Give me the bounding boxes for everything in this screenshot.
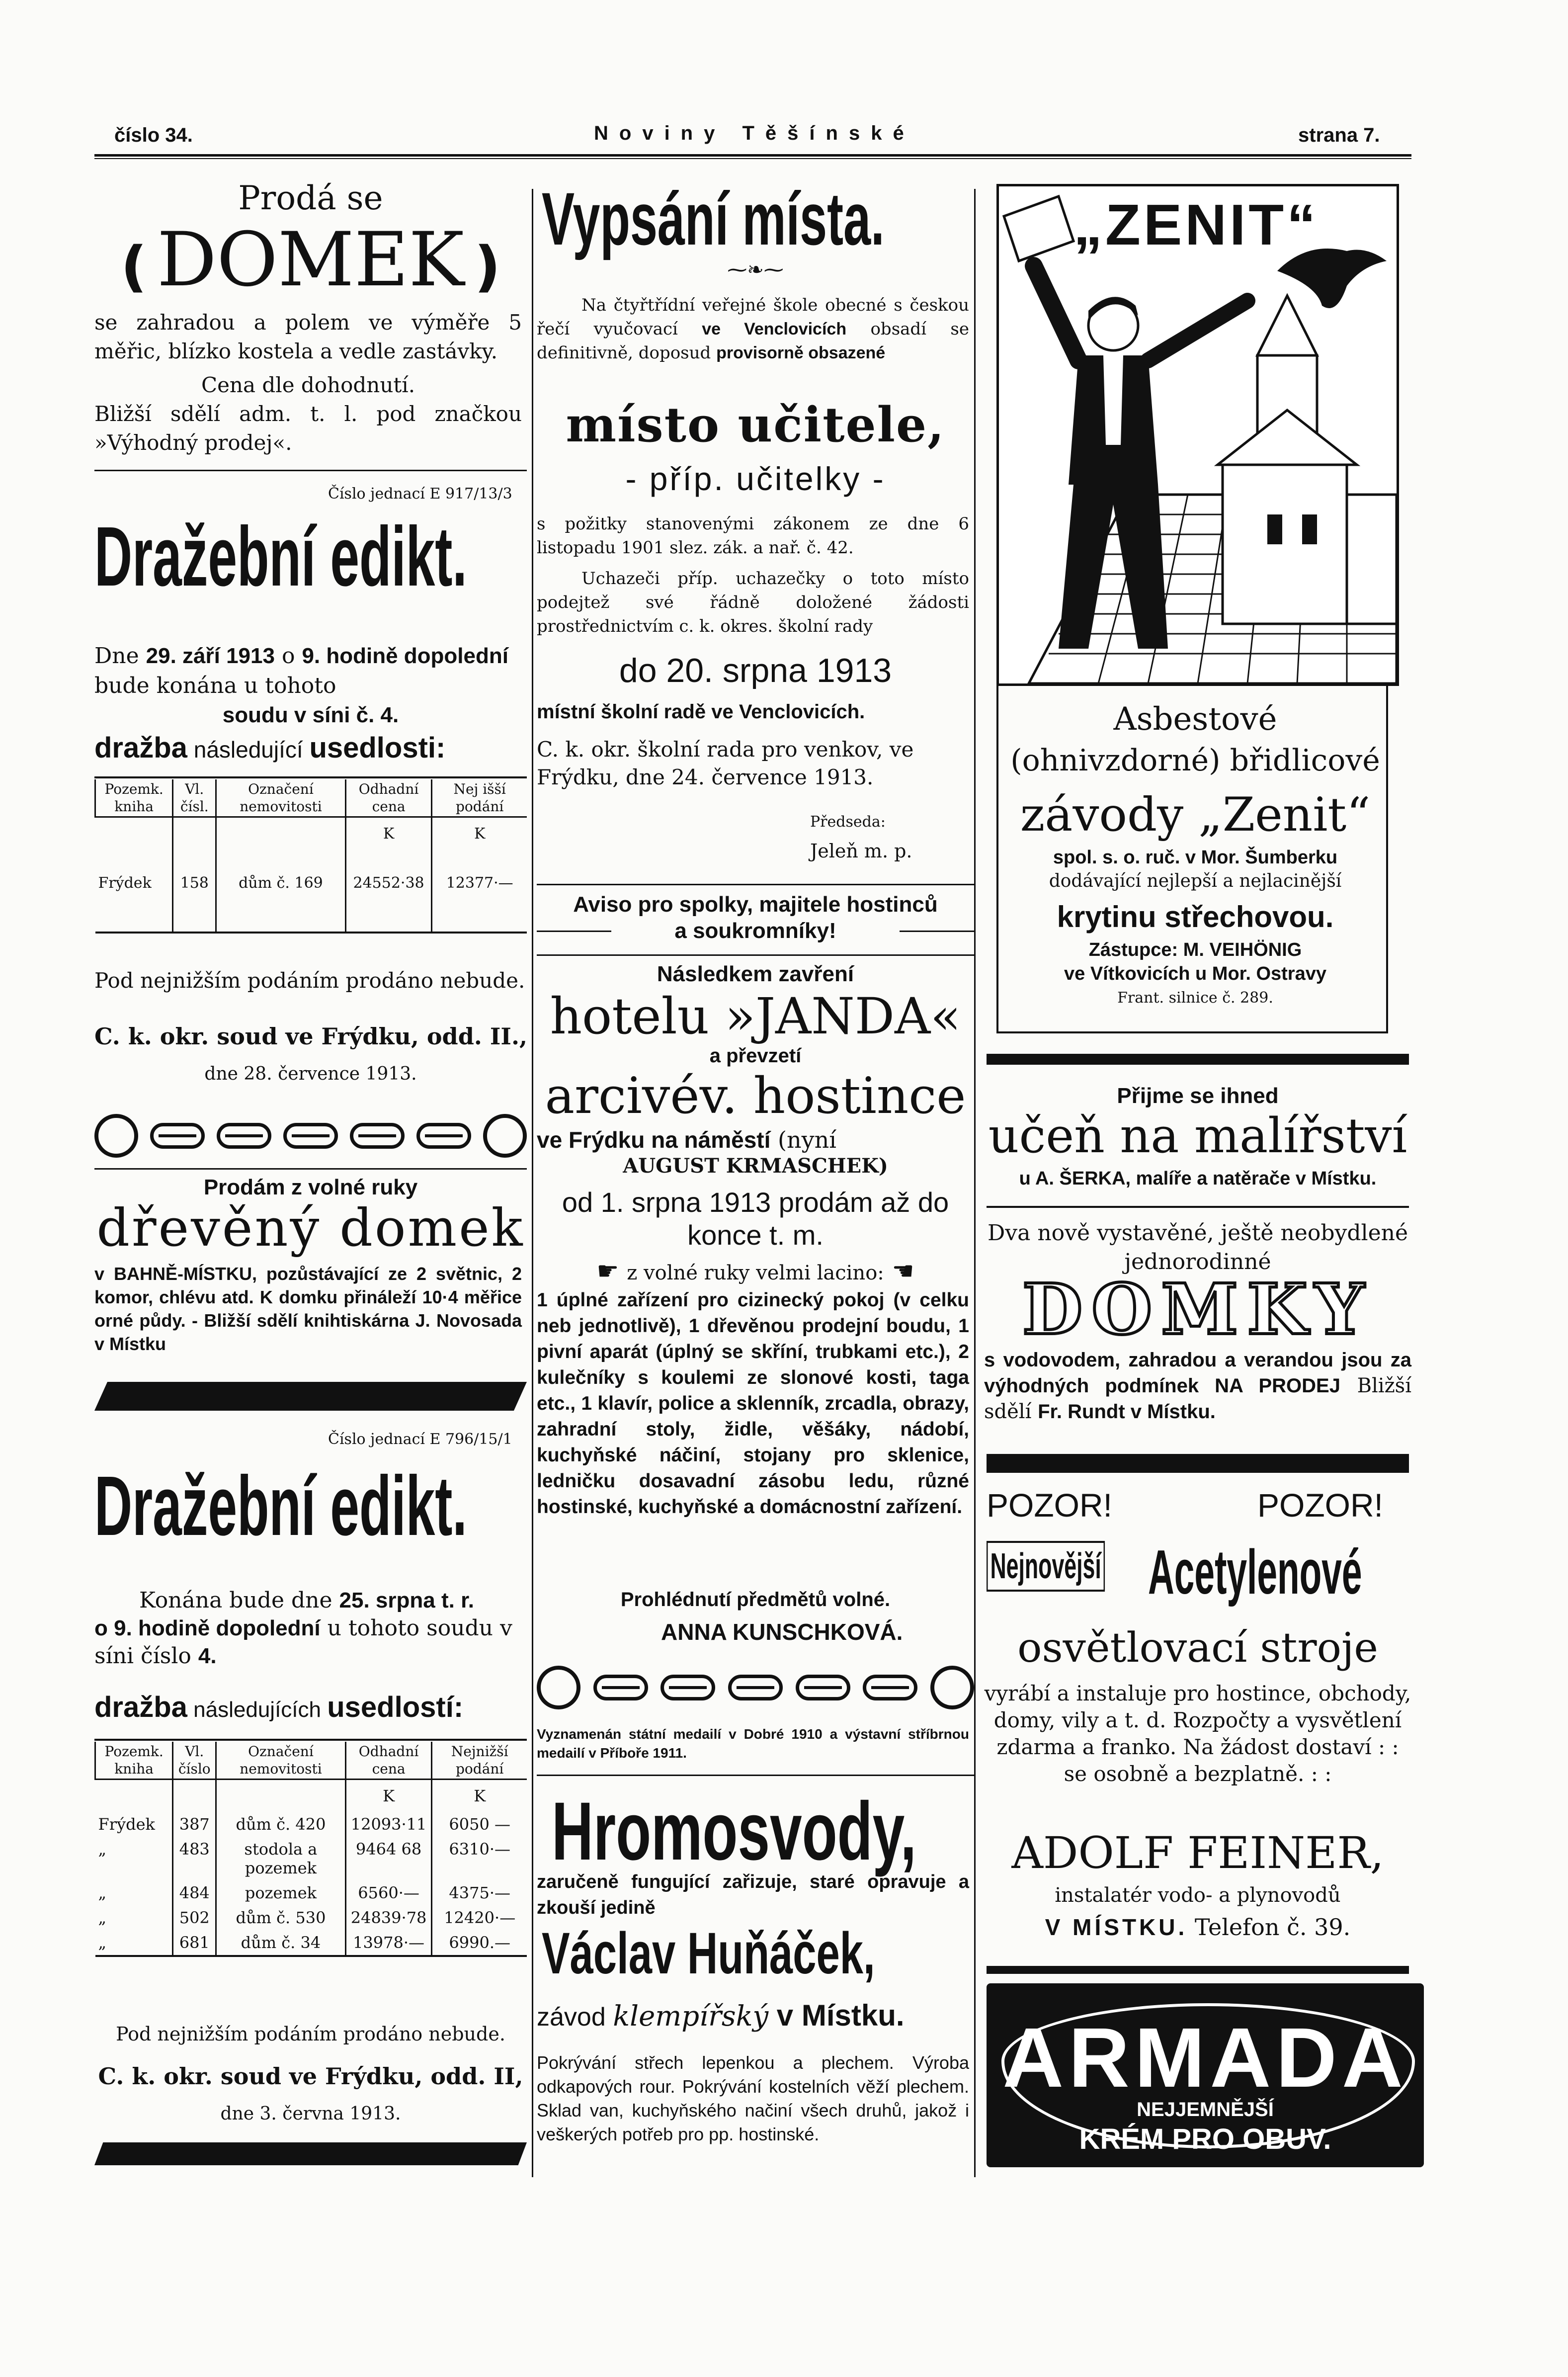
edikt1-title: Dražební edikt. — [94, 509, 467, 604]
ornament-left: ❪ — [111, 235, 157, 298]
table-unit-cell: K — [432, 1780, 527, 1812]
acetylen-role: instalatér vodo- a plynovodů — [1055, 1884, 1341, 1907]
divider — [987, 1206, 1409, 1208]
table-row — [95, 1905, 527, 1930]
table-cell: 24552·38 — [345, 849, 432, 933]
table-cell: 12420·— — [432, 1905, 527, 1930]
table-cell: 484 — [173, 1880, 216, 1905]
janda-aviso1: Aviso pro spolky, majitele hostinců — [573, 892, 938, 917]
edikt2-intro-a: Konána bude dne — [139, 1588, 339, 1613]
zenit-l4: spol. s. o. ruč. v Mor. Šumberku — [1053, 847, 1338, 868]
table-header-cell: Nej išší podání — [432, 779, 527, 817]
zenit-l6: krytinu střechovou. — [1057, 900, 1334, 934]
table-rule-top — [94, 776, 527, 778]
janda-lead: Následkem zavření — [657, 962, 854, 986]
acetylen-place: V MÍSTKU. — [1045, 1914, 1188, 1940]
domek-line1: Prodá se — [238, 179, 383, 217]
table-row — [95, 1880, 527, 1905]
table-cell: Frýdek — [98, 1815, 155, 1834]
table-cell: dům č. 34 — [216, 1930, 346, 1956]
armada-title: ARMADA — [1002, 2011, 1408, 2105]
pointing-hand-icon: ☚ — [884, 1257, 914, 1285]
table-row — [95, 1837, 527, 1880]
misto-provisional: provisorně obsazené — [716, 343, 886, 362]
misto-deadline: do 20. srpna 1913 — [619, 652, 892, 689]
newspaper-title: Noviny Těšínské — [594, 122, 915, 144]
edikt1-intro — [94, 641, 527, 701]
zenit-l5: dodávající nejlepší a nejlacinější — [1049, 871, 1342, 891]
table-cell: 6990.— — [432, 1930, 527, 1956]
table-cell: dům č. 420 — [216, 1812, 346, 1837]
ornament-link — [796, 1675, 850, 1700]
zenit-l2: (ohnivzdorné) břidlicové — [1010, 743, 1380, 778]
ornament-ring — [94, 1114, 138, 1158]
table-unit-cell — [216, 1780, 346, 1812]
black-bar — [94, 2142, 527, 2165]
divider — [537, 954, 974, 956]
edikt1-intro-a: Dne — [94, 643, 146, 669]
edikt1-heading-b: následující — [187, 737, 310, 763]
table-row — [95, 849, 527, 933]
ornament-link — [593, 1675, 648, 1700]
hromosvody-p: Pokrývání střech lepenkou a plechem. Výroba odkapových rour. Pokrývání kostelních věží plechem. Sklad van, kuchyňského načiní všech druhů, jakož i veškerých potřeb pro pp. hostinské. — [537, 2052, 969, 2144]
ornament-link — [217, 1123, 271, 1149]
divider — [537, 1775, 974, 1776]
domky-l2 — [984, 1347, 1411, 1425]
edikt1-court-room: soudu v síni č. 4. — [222, 703, 399, 727]
edikt2-heading-c: usedlostí: — [327, 1691, 464, 1723]
misto-body-a: Na čtyřtřídní veřejné škole obecné s českou řečí vyučovací — [537, 295, 969, 339]
edikt1-heading-c: usedlosti: — [309, 732, 446, 764]
misto-body-c: obsadí se definitivně, doposud — [537, 319, 970, 363]
janda-view: Prohlédnutí předmětů volné. — [620, 1589, 891, 1611]
zenit-l9: Frant. silnice č. 289. — [1117, 989, 1273, 1007]
table-unit-cell: K — [345, 1780, 432, 1812]
misto-p2: s požitky stanovenými zákonem ze dne 6 listopadu 1901 slez. zák. a nař. č. 42. — [537, 514, 969, 558]
table-cell: 9464 68 — [345, 1837, 432, 1880]
janda-prevzeti: a převzetí — [709, 1045, 802, 1067]
header-rule-thin — [94, 158, 1411, 159]
edikt2-heading-b: následujících — [187, 1698, 328, 1722]
domky-info: Bližší sdělí — [984, 1374, 1411, 1423]
janda-free: z volné ruky velmi lacino: — [627, 1262, 884, 1284]
table-row — [95, 1812, 527, 1837]
divider — [94, 1168, 527, 1170]
hromosvody-shop — [537, 1998, 974, 2033]
armada-tag2: KRÉM PRO OBUV. — [1079, 2123, 1331, 2155]
zenit-illustration — [996, 184, 1399, 686]
black-bar — [987, 1966, 1409, 1974]
hromosvody-shop-b: klempířský — [613, 2000, 769, 2033]
divider — [900, 931, 974, 932]
acetylen-nej: Nejnovější — [987, 1541, 1105, 1592]
edikt1-heading — [94, 731, 527, 764]
table-header-cell: Označení nemovitosti — [216, 779, 346, 817]
table-cell: 13978·— — [345, 1930, 432, 1956]
table-unit-cell — [216, 817, 346, 850]
table-header-row — [95, 1742, 527, 1780]
table-cell: 681 — [173, 1930, 216, 1956]
ornament-ring — [930, 1666, 974, 1709]
edikt2-table — [94, 1742, 527, 1957]
table-cell: pozemek — [216, 1880, 346, 1905]
divider — [94, 470, 527, 471]
table-unit-cell — [173, 817, 216, 850]
edikt2-title: Dražební edikt. — [94, 1459, 467, 1553]
domek-body: se zahradou a polem ve výměře 5 měřic, blízko kostela a vedle zastávky. — [94, 310, 522, 363]
drevený-line1: Prodám z volné ruky — [203, 1175, 418, 1199]
domek-title-text: DOMEK — [157, 217, 465, 303]
domky-contact: Fr. Rundt v Místku. — [1038, 1401, 1216, 1423]
table-unit-cell — [173, 1780, 216, 1812]
table-unit-cell: K — [345, 817, 432, 850]
table-cell: 158 — [173, 849, 216, 933]
table-header-cell: Pozemk. kniha — [95, 1742, 173, 1780]
acetylen-pozor1: POZOR! — [987, 1487, 1113, 1524]
table-unit-cell — [95, 817, 173, 850]
table-cell: „ — [98, 1883, 107, 1902]
header-rule — [94, 154, 1411, 157]
zenit-logo: „ZENIT“ — [1073, 192, 1319, 257]
ornament-ring — [537, 1666, 580, 1709]
ornament-link — [863, 1675, 917, 1700]
misto-body — [537, 293, 969, 365]
ornament-ring — [483, 1114, 527, 1158]
janda-sale: od 1. srpna 1913 prodám až do konce t. m. — [562, 1187, 949, 1251]
column-divider-1 — [532, 189, 533, 2177]
acetylen-phone: Telefon č. 39. — [1187, 1914, 1351, 1941]
edikt2-heading — [94, 1690, 527, 1724]
ornament-link — [150, 1123, 205, 1149]
janda-aviso2: a soukromníky! — [674, 919, 836, 943]
table-cell: 4375·— — [432, 1880, 527, 1905]
edikt2-intro-d: u tohoto soudu v síni číslo — [94, 1615, 512, 1669]
hromosvody-name: Václav Huňáček, — [542, 1921, 875, 1986]
armada-tag1: NEJJEMNĚJŠÍ — [1137, 2099, 1274, 2121]
table-cell: Frýdek — [95, 849, 173, 933]
hromosvody-title: Hromosvody, — [552, 1785, 916, 1877]
misto-sign: C. k. okr. školní rada pro venkov, ve Frýdku, dne 24. července 1913. — [537, 737, 914, 789]
misto-title: Vypsání místa. — [542, 177, 885, 260]
misto-village: ve Venclovicích — [702, 320, 847, 339]
hromosvody-body: zaručeně fungující zařizuje, staré opravuje a zkouší jedině — [537, 1871, 969, 1918]
edikt2-date: 25. srpna t. r. — [339, 1588, 474, 1613]
janda-place-b: (nyní — [770, 1126, 836, 1153]
ornament-link — [728, 1675, 783, 1700]
janda-place-a: ve Frýdku na náměstí — [537, 1127, 771, 1153]
janda-place — [537, 1126, 974, 1153]
black-bar — [987, 1454, 1409, 1473]
chain-ornament-1 — [94, 1113, 527, 1158]
zenit-l3: závody „Zenit“ — [1020, 788, 1371, 842]
table-units-row — [95, 1780, 527, 1812]
domek-price: Cena dle dohodnutí. — [201, 373, 415, 397]
table-cell: 12377·— — [432, 849, 527, 933]
table-cell: „ — [98, 1840, 107, 1859]
edikt1-date-signed: dne 28. července 1913. — [204, 1064, 417, 1084]
janda-hotel: hotelu »JANDA« — [550, 987, 961, 1045]
zenit-drawing — [999, 186, 1397, 683]
table-cell: „ — [98, 1908, 107, 1927]
table-header-cell: Odhadní cena — [345, 1742, 432, 1780]
edikt1-intro-e: bude konána u tohoto — [94, 673, 336, 698]
misto-name: Jeleň m. p. — [810, 840, 912, 862]
acetylen-title: Acetylenové — [1148, 1537, 1362, 1607]
table-header-cell: Vl. číslo — [173, 1742, 216, 1780]
table-cell: 502 — [173, 1905, 216, 1930]
domky-conditions: s vodovodem, zahradou a verandou jsou za výhodných podmínek NA PRODEJ — [984, 1349, 1411, 1397]
edikt1-note: Pod nejnižším podáním prodáno nebude. — [94, 968, 525, 993]
hromosvody-medal: Vyznamenán státní medailí v Dobré 1910 a výstavní stříbrnou medailí v Příboře 1911. — [537, 1726, 969, 1761]
edikt1-ref: Číslo jednací E 917/13/3 — [328, 485, 512, 503]
zenit-l7: Zástupce: M. VEIHÖNIG — [1088, 939, 1302, 960]
ucen-l3: u A. ŠERKA, malíře a natěrače v Místku. — [1019, 1168, 1377, 1189]
table-units-row — [95, 817, 527, 850]
column-divider-2 — [974, 189, 976, 2177]
hromosvody-shop-a: závod — [537, 2003, 613, 2032]
table-cell: 6310·— — [432, 1837, 527, 1880]
table-header-cell: Odhadní cena — [345, 779, 432, 817]
table-header-row — [95, 779, 527, 817]
edikt2-date-signed: dne 3. června 1913. — [220, 2104, 401, 2124]
janda-arcivev: arcivév. hostince — [545, 1067, 966, 1125]
page-number: strana 7. — [1298, 124, 1380, 146]
drevený-body — [94, 1263, 522, 1356]
zenit-l8: ve Vítkovicích u Mor. Ostravy — [1064, 963, 1326, 984]
edikt1-table — [94, 779, 527, 934]
table-cell: 483 — [173, 1837, 216, 1880]
table-cell: 24839·78 — [345, 1905, 432, 1930]
ornament-link — [350, 1123, 405, 1149]
edikt2-note: Pod nejnižším podáním prodáno nebude. — [116, 2023, 505, 2045]
acetylen-name: ADOLF FEINER, — [1011, 1827, 1384, 1878]
pointing-hand-icon: ☛ — [596, 1257, 627, 1285]
table-header-cell: Nejnižší podání — [432, 1742, 527, 1780]
edikt2-court: C. k. okr. soud ve Frýdku, odd. II, — [98, 2063, 523, 2090]
hromosvody-shop-c: v Místku. — [768, 1999, 905, 2032]
edikt1-heading-a: dražba — [94, 732, 187, 764]
edikt2-room: 4. — [198, 1644, 217, 1668]
issue-number: číslo 34. — [114, 124, 193, 146]
chain-ornament-2 — [537, 1665, 974, 1710]
ucen-l2: učeň na malířství — [988, 1108, 1407, 1164]
table-row — [95, 1930, 527, 1956]
table-cell: dům č. 169 — [216, 849, 346, 933]
janda-items: 1 úplné zařízení pro cizinecký pokoj (v celku neb jednotlivě), 1 dřevěnou prodejní boudu, 1 pivní aparát (úplný se skříní, trubkami etc.), 2 kulečníky s koulemi ze slonové kosti, taga etc., 1 klavír, police a sklenník, zrcadla, obrazy, zahradní stoly, židle, věšáky, nádobí, kuchyňské náčiní, stojany pro sklenice, ledničku dosavadní zásobu ledu, různé hostinské, kuchyňské a domácnostní zařízení. — [537, 1289, 969, 1518]
edikt1-court: C. k. okr. soud ve Frýdku, odd. II., — [94, 1023, 527, 1050]
ornament-right: ❫ — [464, 235, 510, 298]
edikt2-heading-a: dražba — [94, 1691, 187, 1723]
table-cell: „ — [95, 1930, 173, 1956]
table-header-cell: Označení nemovitosti — [216, 1742, 346, 1780]
table-cell: stodola a pozemek — [216, 1837, 346, 1880]
edikt1-hour: 9. hodině dopolední — [302, 644, 508, 668]
table-unit-cell: K — [432, 817, 527, 850]
janda-owner: AUGUST KRMASCHEK) — [623, 1154, 888, 1178]
acetylen-body: vyrábí a instaluje pro hostince, obchody, domy, vily a t. d. Rozpočty a vysvětlení zdarma a franko. Na žádost dostaví : : se osobně a bezplatně. : : — [984, 1681, 1411, 1786]
drevený-body-text: pozůstávající ze 2 světnic, 2 komor, chlévu atd. K domku přináleží 10·4 měřice orné půdy. - Bližší sdělí knihtiskárna J. Novosada v Místku — [94, 1264, 522, 1354]
ornament-link — [416, 1123, 471, 1149]
ucen-l1: Přijme se ihned — [1117, 1084, 1279, 1108]
misto-p4: místní školní radě ve Venclovicích. — [537, 701, 865, 723]
acetylen-place-row — [984, 1914, 1411, 1941]
misto-chair: Předseda: — [810, 813, 886, 831]
table-cell: 12093·11 — [345, 1812, 432, 1837]
table-cell: dům č. 530 — [216, 1905, 346, 1930]
drevený-title: dřevěný domek — [96, 1197, 525, 1258]
table-cell: 6050 — — [432, 1812, 527, 1837]
ornament-link — [660, 1675, 715, 1700]
table-header-cell: Pozemk. kniha — [95, 779, 173, 817]
ornament-link — [283, 1123, 338, 1149]
table-header-cell: Vl. čísl. — [173, 779, 216, 817]
janda-sig: ANNA KUNSCHKOVÁ. — [661, 1619, 903, 1645]
edikt1-date: 29. září 1913 — [146, 644, 275, 668]
domky-title: DOMKY — [1022, 1269, 1374, 1351]
edikt2-ref: Číslo jednací E 796/15/1 — [328, 1431, 512, 1448]
acetylen-pozor2: POZOR! — [1257, 1487, 1384, 1524]
edikt1-intro-c: o — [274, 643, 302, 669]
misto-p3: Uchazeči příp. uchazečky o toto místo podejtež své řádně doložené žádosti prostřednictvím c. k. okres. školní rady — [537, 569, 969, 636]
zenit-l1: Asbestové — [1113, 701, 1277, 738]
table-unit-cell — [95, 1780, 173, 1812]
table-rule-top — [94, 1739, 527, 1741]
domek-info: Bližší sdělí adm. t. l. pod značkou »Výhodný prodej«. — [94, 402, 522, 455]
divider — [537, 884, 974, 885]
flourish-icon: ⁓❧⁓ — [727, 258, 784, 281]
misto-sub: - příp. učitelky - — [625, 460, 886, 497]
table-cell: 6560·— — [345, 1880, 432, 1905]
domek-title — [94, 218, 527, 309]
acetylen-sub: osvětlovací stroje — [1017, 1624, 1378, 1672]
domky-l1: Dva nově vystavěné, ještě neobydlené jednorodinné — [987, 1220, 1408, 1274]
table-cell: 387 — [173, 1812, 216, 1837]
edikt2-intro — [94, 1587, 527, 1670]
janda-free-row — [537, 1257, 974, 1285]
edikt2-hour: o 9. hodině dopolední — [94, 1616, 321, 1640]
drevený-place: v BAHNĚ-MÍSTKU, — [94, 1264, 257, 1284]
black-bar — [987, 1054, 1409, 1065]
misto-big: místo učitele, — [566, 397, 945, 453]
black-bar — [94, 1382, 527, 1411]
armada-logo — [987, 1983, 1424, 2167]
